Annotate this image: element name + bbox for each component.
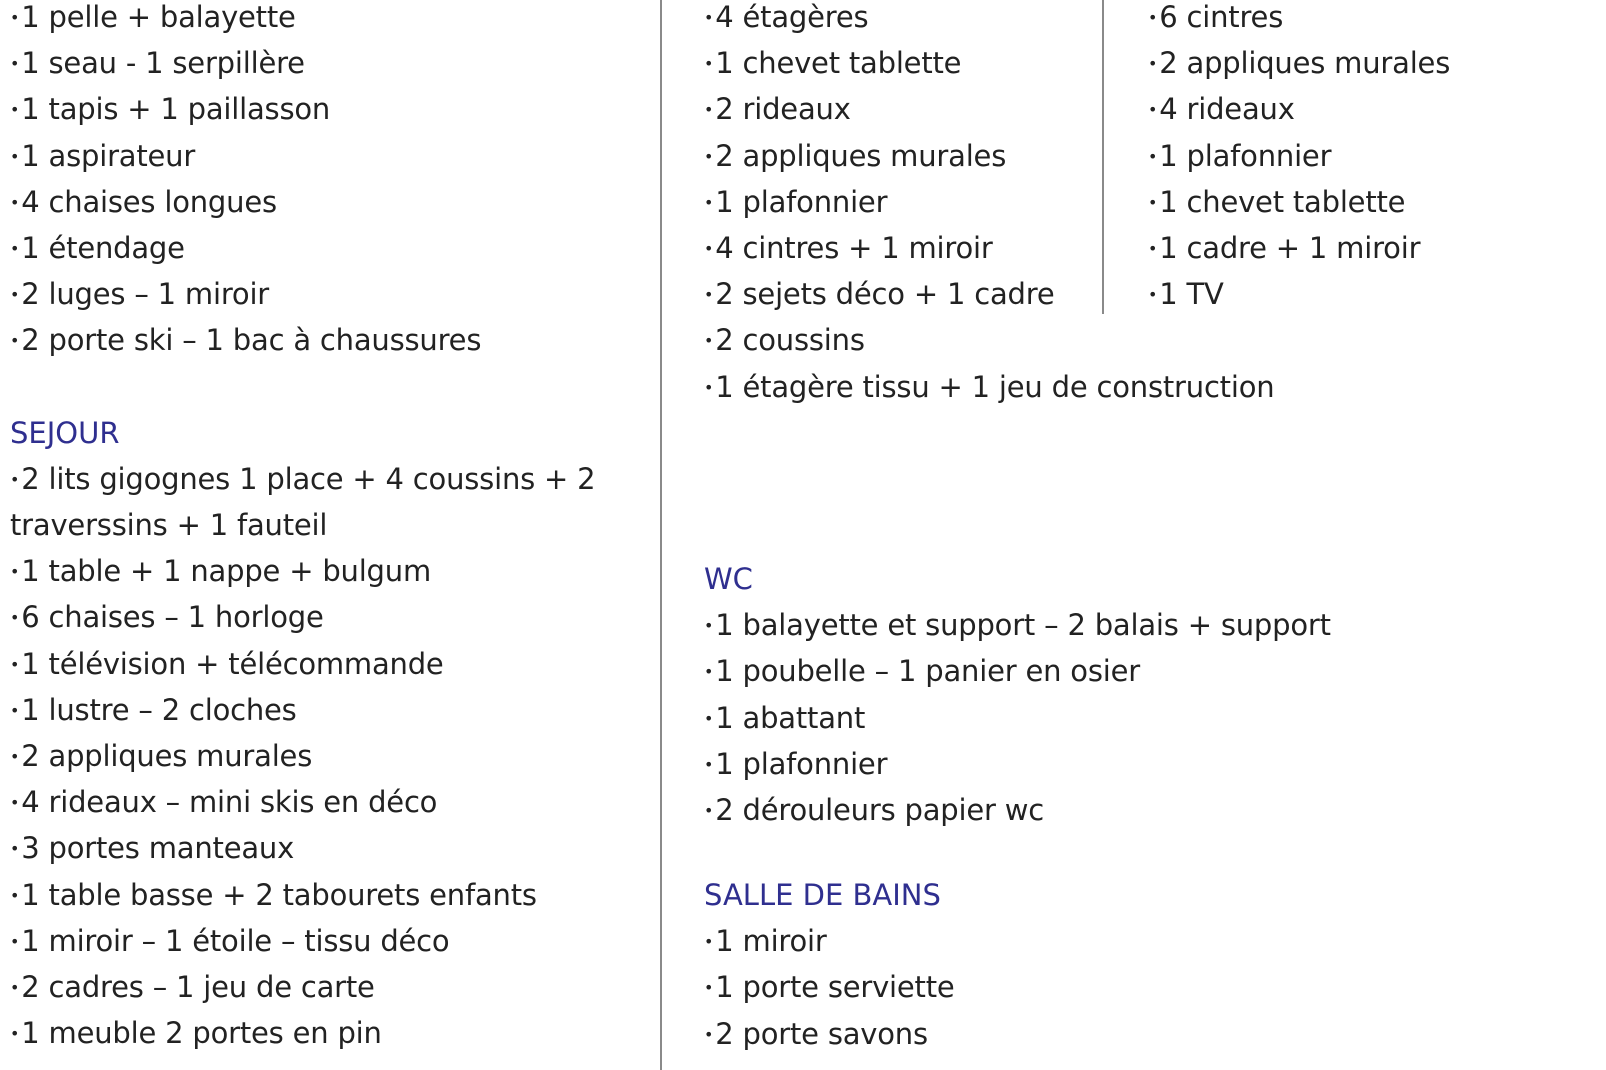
list-item: •6 chaises – 1 horloge [10, 600, 324, 635]
list-item: •1 télévision + télécommande [10, 646, 444, 681]
right-column [1148, 0, 1588, 317]
sejour-list [10, 456, 650, 1056]
section-heading-salle-de-bains: SALLE DE BAINS [704, 878, 941, 912]
list-item: •1 plafonnier [704, 746, 888, 781]
list-item: •2 dérouleurs papier wc [704, 792, 1044, 827]
list-item: •1 pelle + balayette [10, 0, 296, 34]
list-item: •2 sejets déco + 1 cadre [704, 277, 1055, 312]
list-item: •2 coussins [704, 323, 865, 358]
list-item: •2 luges – 1 miroir [10, 277, 270, 312]
list-item: •1 étagère tissu + 1 jeu de construction [704, 369, 1275, 404]
list-item: •2 rideaux [704, 92, 851, 127]
left-top-list [10, 0, 650, 364]
list-item: •1 chevet tablette [704, 46, 962, 81]
list-item: •4 rideaux [1148, 92, 1295, 127]
left-column [10, 0, 650, 1056]
column-divider [660, 0, 662, 1070]
salle-de-bains-section [704, 872, 1584, 1057]
list-item: •1 plafonnier [704, 184, 888, 219]
list-item: •1 étendage [10, 230, 185, 265]
list-item: •2 appliques murales [704, 138, 1007, 173]
list-item: •1 cadre + 1 miroir [1148, 230, 1421, 265]
list-item: •1 miroir [704, 924, 827, 959]
list-item: •1 tapis + 1 paillasson [10, 92, 331, 127]
list-item: •3 portes manteaux [10, 831, 295, 866]
list-item: •1 poubelle – 1 panier en osier [704, 654, 1140, 689]
list-item: •4 étagères [704, 0, 869, 34]
list-item: •2 appliques murales [1148, 46, 1451, 81]
list-item: •1 aspirateur [10, 138, 196, 173]
list-item: •4 cintres + 1 miroir [704, 230, 993, 265]
section-heading-sejour: SEJOUR [10, 415, 120, 450]
list-item: •1 plafonnier [1148, 138, 1332, 173]
list-item: •1 abattant [704, 700, 866, 735]
list-item: •1 table + 1 nappe + bulgum [10, 554, 431, 589]
list-item: •4 rideaux – mini skis en déco [10, 785, 438, 820]
list-item: •1 seau - 1 serpillère [10, 46, 305, 81]
list-item: •2 cadres – 1 jeu de carte [10, 969, 375, 1004]
list-item: •1 chevet tablette [1148, 184, 1406, 219]
list-item: •1 porte serviette [704, 970, 955, 1005]
list-item: •4 chaises longues [10, 184, 277, 219]
list-item: •1 balayette et support – 2 balais + support [704, 608, 1331, 643]
list-item: •6 cintres [1148, 0, 1284, 34]
list-item: •1 TV [1148, 277, 1224, 312]
list-item: •1 meuble 2 portes en pin [10, 1016, 382, 1051]
list-item: •1 miroir – 1 étoile – tissu déco [10, 923, 450, 958]
list-item: •2 lits gigognes 1 place + 4 coussins + 2 [10, 461, 596, 496]
list-item: •1 table basse + 2 tabourets enfants [10, 877, 537, 912]
list-item: •2 porte ski – 1 bac à chaussures [10, 323, 482, 358]
list-item: •1 lustre – 2 cloches [10, 692, 297, 727]
list-item-continuation: traverssins + 1 fauteil [10, 508, 328, 543]
section-heading-wc: WC [704, 562, 753, 596]
list-item: •2 appliques murales [10, 739, 313, 773]
list-item: •2 porte savons [704, 1016, 928, 1051]
spacer [10, 364, 650, 410]
wc-section [704, 556, 1584, 833]
